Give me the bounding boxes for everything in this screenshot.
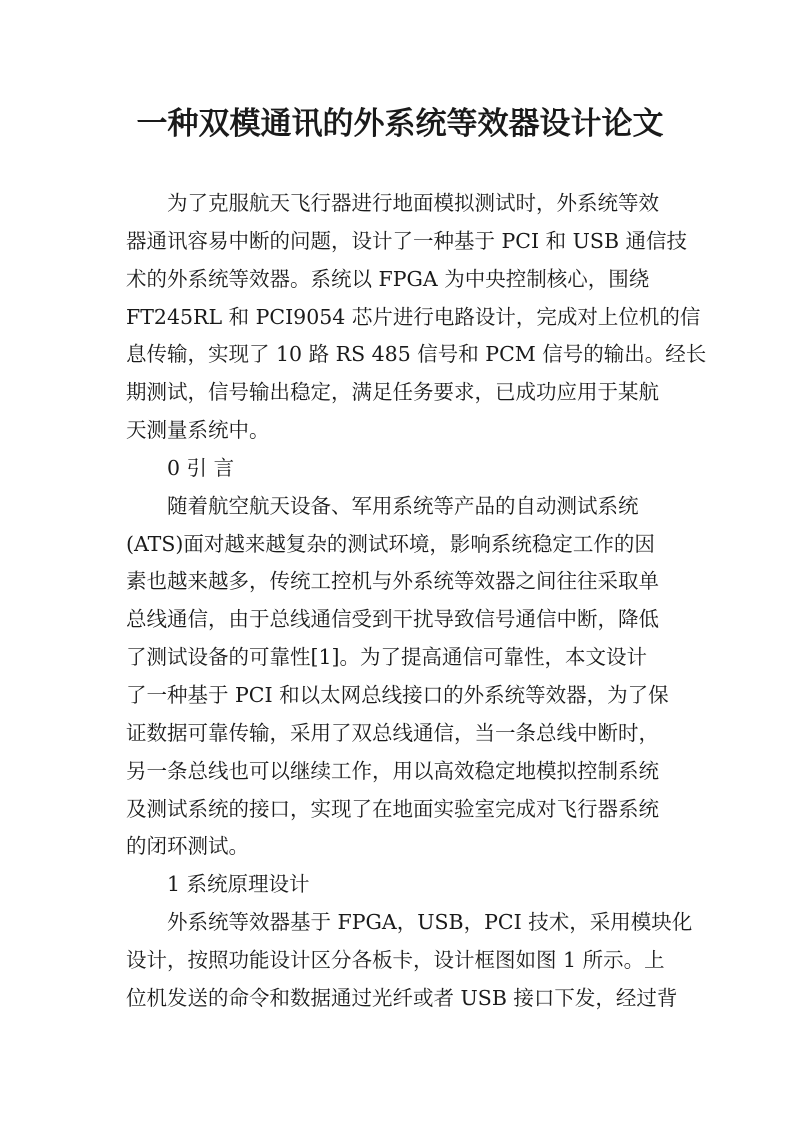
text-line: 总线通信，由于总线通信受到干扰导致信号通信中断，降低 — [126, 607, 659, 632]
text-line: 素也越来越多，传统工控机与外系统等效器之间往往采取单 — [126, 569, 659, 594]
text-line: 为了克服航天飞行器进行地面模拟测试时，外系统等效 — [167, 191, 659, 215]
text-line: 1 系统原理设计 — [167, 872, 310, 897]
text-line: 了测试设备的可靠性[1]。为了提高通信可靠性，本文设计 — [126, 645, 648, 670]
text-line: 位机发送的命令和数据通过光纤或者 USB 接口下发，经过背 — [126, 985, 678, 1010]
text-line: 随着航空航天设备、军用系统等产品的自动测试系统 — [167, 493, 639, 518]
text-line: 天测量系统中。 — [126, 418, 270, 443]
text-line: 外系统等效器基于 FPGA，USB，PCI 技术，采用模块化 — [167, 910, 693, 935]
text-line: 另一条总线也可以继续工作，用以高效稳定地模拟控制系统 — [126, 758, 659, 783]
text-line: 器通讯容易中断的问题，设计了一种基于 PCI 和 USB 通信技 — [126, 228, 688, 253]
text-line: 设计，按照功能设计区分各板卡，设计框图如图 1 所示。上 — [126, 947, 665, 972]
text-line: 期测试，信号输出稳定，满足任务要求，已成功应用于某航 — [126, 380, 659, 405]
text-line: 了一种基于 PCI 和以太网总线接口的外系统等效器，为了保 — [126, 682, 669, 707]
document-title: 一种双模通讯的外系统等效器设计论文 — [136, 106, 664, 142]
text-line: (ATS)面对越来越复杂的测试环境，影响系统稳定工作的因 — [126, 531, 655, 556]
text-line: 0 引 言 — [167, 455, 235, 480]
document-body — [126, 185, 707, 1018]
text-line: FT245RL 和 PCI9054 芯片进行电路设计，完成对上位机的信 — [126, 304, 701, 329]
text-line: 及测试系统的接口，实现了在地面实验室完成对飞行器系统 — [126, 796, 659, 821]
text-line: 的闭环测试。 — [126, 834, 249, 859]
text-line: 术的外系统等效器。系统以 FPGA 为中央控制核心，围绕 — [126, 266, 650, 291]
text-line: 息传输，实现了 10 路 RS 485 信号和 PCM 信号的输出。经长 — [126, 342, 707, 367]
text-line: 证数据可靠传输，采用了双总线通信，当一条总线中断时， — [126, 720, 659, 745]
